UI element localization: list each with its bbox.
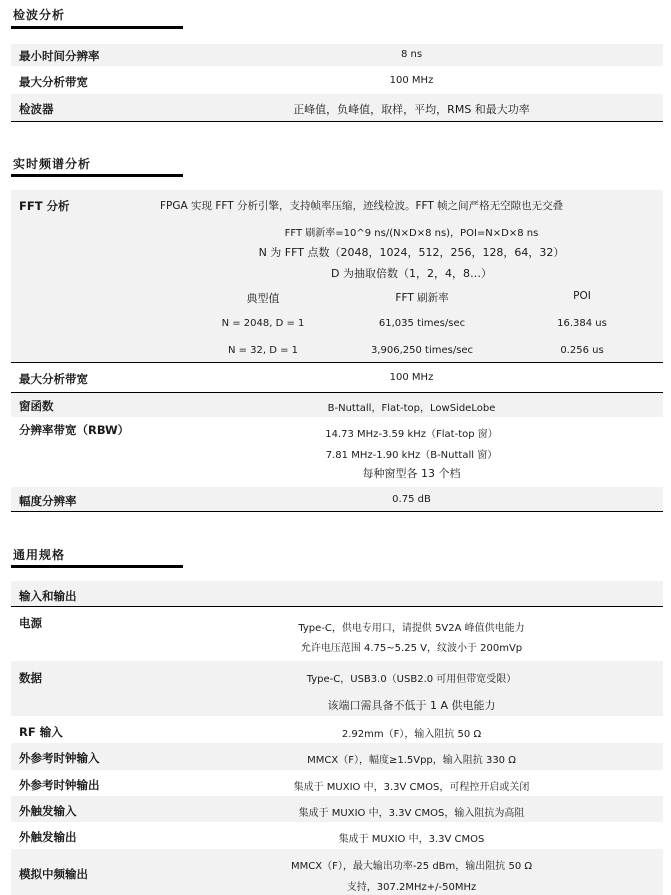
rbw-line: 14.73 MHz-3.59 kHz（Flat-top 窗） (325, 429, 498, 440)
fft-table-cell: 61,035 times/sec (378, 318, 466, 329)
row-label: 分辨率带宽（RBW） (19, 423, 130, 437)
fft-table-header: POI (573, 290, 591, 302)
row-label: 外触发输出 (19, 830, 77, 844)
row-label: 外参考时钟输出 (19, 778, 100, 792)
row-value: 100 MHz (389, 372, 434, 383)
row-label: FFT 分析 (19, 199, 70, 213)
data-line: Type-C，USB3.0（USB2.0 可用但带宽受限） (306, 674, 517, 685)
row-value: 100 MHz (389, 75, 434, 86)
row-label: 外触发输入 (19, 804, 77, 818)
fft-table-cell: N = 32, D = 1 (227, 345, 299, 356)
row-label: 最大分析带宽 (19, 372, 88, 386)
row-label: 外参考时钟输入 (19, 751, 100, 765)
row-label: 模拟中频输出 (19, 867, 88, 881)
row-value: 2.92mm（F），输入阻抗 50 Ω (341, 729, 482, 740)
row-label: 最大分析带宽 (19, 75, 88, 89)
row-label: 检波器 (19, 102, 54, 116)
fft-description: FPGA 实现 FFT 分析引擎，支持帧率压缩，迹线检波。FFT 帧之间严格无空隙也无交叠 (160, 200, 564, 212)
row-value: 正峰值，负峰值，取样，平均，RMS 和最大功率 (293, 103, 530, 116)
section-rule (11, 565, 183, 568)
section-title-general: 通用规格 (13, 548, 66, 562)
row-label: 窗函数 (19, 399, 54, 413)
power-line: Type-C，供电专用口，请提供 5V2A 峰值供电能力 (298, 623, 525, 634)
fft-decimation: D 为抽取倍数（1，2，4，8…） (331, 267, 492, 280)
fft-table-cell: 16.384 us (557, 318, 607, 329)
row-label: 数据 (19, 671, 42, 685)
fft-points: N 为 FFT 点数（2048，1024，512，256，128，64，32） (258, 246, 565, 259)
row-label: 最小时间分辨率 (19, 49, 100, 63)
if-out-line: 支持，307.2MHz+/-50MHz (346, 882, 477, 893)
row-value: 集成于 MUXIO 中，3.3V CMOS (338, 834, 485, 845)
fft-table-header: 典型值 (246, 292, 280, 305)
fft-formula: FFT 刷新率=10^9 ns/(N×D×8 ns)，POI=N×D×8 ns (284, 228, 539, 239)
row-value: 集成于 MUXIO 中，3.3V CMOS，输入阻抗为高阻 (298, 808, 525, 819)
row-value: 8 ns (400, 49, 423, 60)
fft-table-header: FFT 刷新率 (395, 292, 449, 304)
fft-table-cell: 0.256 us (560, 345, 604, 356)
row-label: RF 输入 (19, 725, 63, 739)
section-rule (11, 26, 183, 29)
fft-table-cell: N = 2048, D = 1 (221, 318, 305, 329)
section-rule (11, 174, 183, 177)
if-out-line: MMCX（F），最大输出功率-25 dBm，输出阻抗 50 Ω (290, 861, 533, 872)
io-heading: 输入和输出 (19, 589, 77, 603)
row-label: 幅度分辨率 (19, 494, 77, 508)
io-heading-row (11, 581, 663, 607)
section-title-detection: 检波分析 (13, 8, 66, 22)
data-line: 该端口需具备不低于 1 A 供电能力 (327, 699, 496, 712)
fft-table-cell: 3,906,250 times/sec (370, 345, 474, 356)
row-label: 电源 (19, 616, 42, 630)
rbw-line: 7.81 MHz-1.90 kHz（B-Nuttall 窗） (325, 450, 498, 461)
row-value: 0.75 dB (392, 494, 431, 505)
row-value: B-Nuttall，Flat-top，LowSideLobe (327, 403, 496, 414)
rbw-line: 每种窗型各 13 个档 (362, 467, 461, 480)
section-title-realtime: 实时频谱分析 (13, 157, 92, 171)
row-value: MMCX（F），幅度≥1.5Vpp，输入阻抗 330 Ω (307, 755, 516, 766)
row-value: 集成于 MUXIO 中，3.3V CMOS，可程控开启或关闭 (293, 782, 530, 793)
power-line: 允许电压范围 4.75~5.25 V，纹波小于 200mVp (300, 643, 523, 654)
